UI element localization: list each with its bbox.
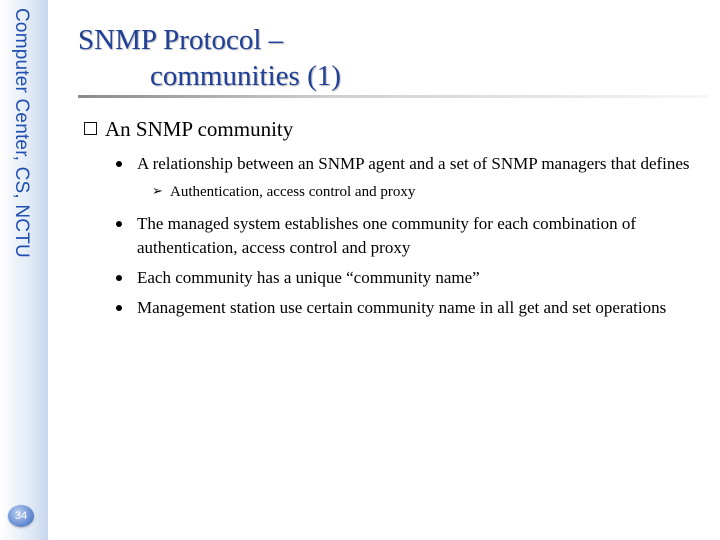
bullet-dot-icon [116,221,122,227]
bullet-dot-icon [116,275,122,281]
arrow-bullet-icon: ➢ [152,184,163,199]
bullet-text: A relationship between an SNMP agent and a set of SNMP managers that defines [137,154,690,173]
checkbox-bullet-icon [84,122,97,135]
bullet-dot-icon [116,305,122,311]
bullet-item [84,296,699,320]
sub-bullet-text: Authentication, access control and proxy [170,184,416,200]
bullet-text: Management station use certain community name in all get and set operations [137,298,667,317]
level1-item [84,115,699,143]
bullet-item [84,266,699,290]
bullet-text: The managed system establishes one community for each combination of authentication, access control and proxy [137,214,637,257]
bullet-item [84,212,699,260]
slide-title [78,22,341,94]
sidebar [0,0,48,540]
slide-title-line-1: SNMP Protocol – [78,24,284,56]
page-number-badge: 34 [8,505,34,527]
title-divider [78,95,708,98]
slide-title-line-2: communities (1) [150,60,341,92]
bullet-text: Each community has a unique “community name” [137,268,480,287]
sidebar-title: Computer Center, CS, NCTU [11,8,32,258]
bullet-item [84,152,699,176]
slide-content [84,115,699,326]
level1-text: An SNMP community [105,117,294,141]
bullet-dot-icon [116,161,122,167]
sub-bullet-item [84,182,699,202]
